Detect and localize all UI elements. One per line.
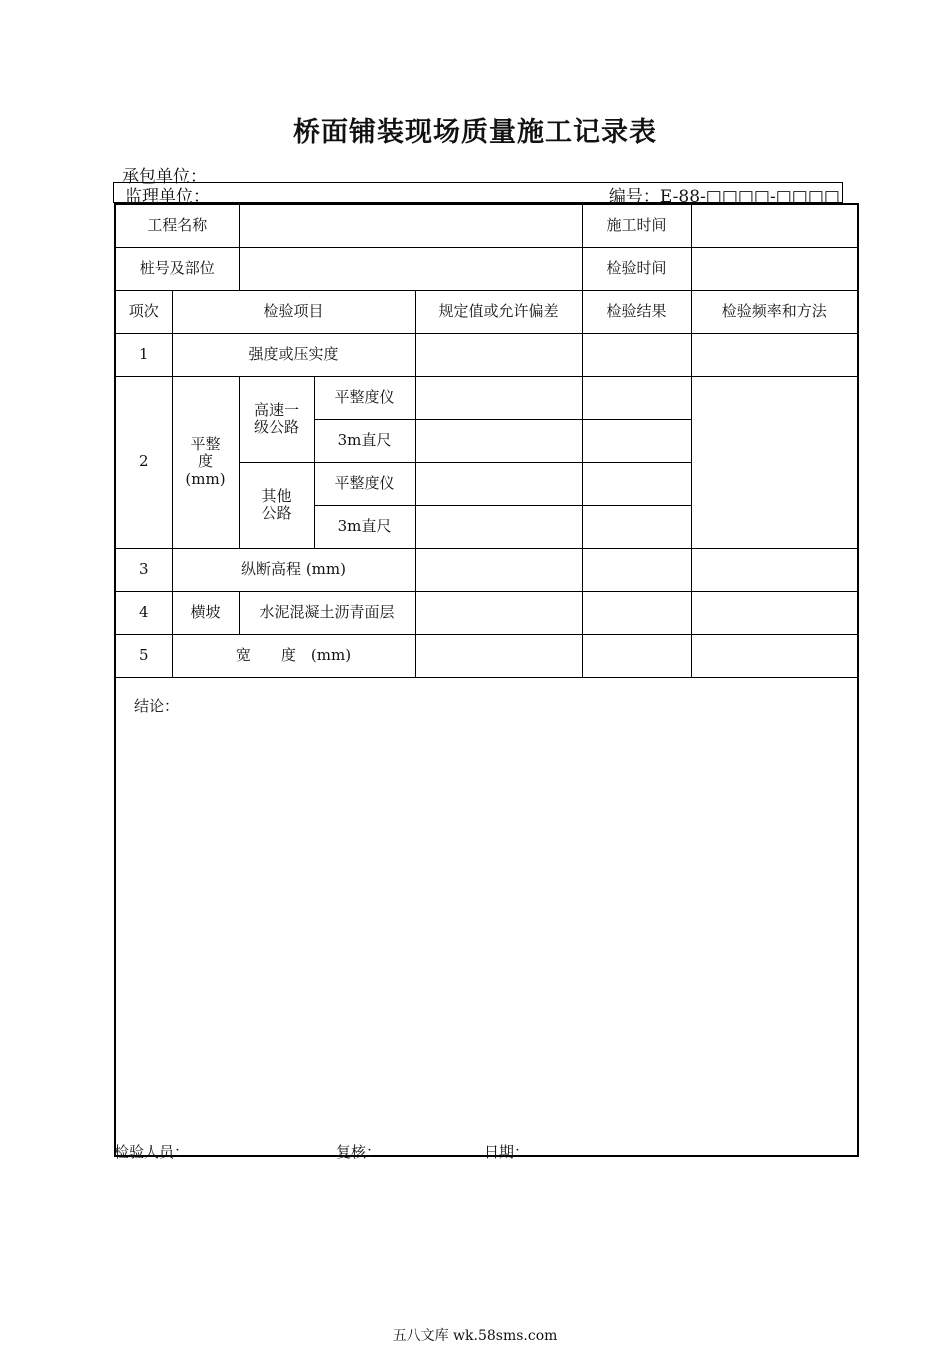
- row-2c-specified-value[interactable]: [415, 462, 582, 505]
- conclusion-area[interactable]: [115, 677, 858, 1156]
- row-4-result[interactable]: [582, 591, 691, 634]
- row-2c-result[interactable]: [582, 462, 691, 505]
- row-2-item-line2: 度: [198, 452, 214, 471]
- row-2-other-profilometer: 平整度仪: [314, 462, 415, 505]
- construction-time-label: 施工时间: [582, 204, 691, 247]
- row-3-method[interactable]: [691, 548, 858, 591]
- row-2-other-straightedge: 3m直尺: [314, 505, 415, 548]
- row-2-group-other: [239, 462, 314, 548]
- column-header-item-no: 项次: [115, 290, 172, 333]
- row-1-specified-value[interactable]: [415, 333, 582, 376]
- row-2b-specified-value[interactable]: [415, 419, 582, 462]
- inspection-time-label: 检验时间: [582, 247, 691, 290]
- row-5-result[interactable]: [582, 634, 691, 677]
- station-value[interactable]: [239, 247, 582, 290]
- form-number: 编号：E-88-□□□□-□□□□: [608, 187, 840, 207]
- row-4-number: 4: [115, 591, 172, 634]
- row-2d-result[interactable]: [582, 505, 691, 548]
- row-5-item: 宽 度 (mm): [172, 634, 415, 677]
- column-header-inspection-item: 检验项目: [172, 290, 415, 333]
- inspector-label: 检验人员：: [114, 1143, 190, 1161]
- supervisor-bar: [113, 182, 843, 207]
- row-2-highway-straightedge: 3m直尺: [314, 419, 415, 462]
- column-header-specified-value: 规定值或允许偏差: [415, 290, 582, 333]
- row-2-item: [172, 376, 239, 548]
- row-2-highway-profilometer: 平整度仪: [314, 376, 415, 419]
- row-5-specified-value[interactable]: [415, 634, 582, 677]
- column-header-frequency-method: 检验频率和方法: [691, 290, 858, 333]
- row-3-specified-value[interactable]: [415, 548, 582, 591]
- page-title: 桥面铺装现场质量施工记录表: [293, 117, 657, 148]
- row-2d-specified-value[interactable]: [415, 505, 582, 548]
- record-table: [114, 203, 859, 1157]
- row-3-result[interactable]: [582, 548, 691, 591]
- row-2-group-other-line1: 其他: [261, 486, 292, 505]
- row-1-number: 1: [115, 333, 172, 376]
- row-3-item: 纵断高程 (mm): [172, 548, 415, 591]
- row-1-result[interactable]: [582, 333, 691, 376]
- project-name-value[interactable]: [239, 204, 582, 247]
- row-2-item-line1: 平整: [190, 435, 221, 454]
- row-2a-specified-value[interactable]: [415, 376, 582, 419]
- watermark-text: 五八文库 wk.58sms.com: [392, 1328, 558, 1344]
- construction-time-value[interactable]: [691, 204, 858, 247]
- row-2-number: 2: [115, 376, 172, 548]
- row-1-method[interactable]: [691, 333, 858, 376]
- row-2-group-highway-line2: 级公路: [254, 418, 300, 436]
- row-2b-result[interactable]: [582, 419, 691, 462]
- inspection-time-value[interactable]: [691, 247, 858, 290]
- row-2-group-highway-line1: 高速一: [254, 400, 300, 419]
- conclusion-label: 结论：: [134, 696, 180, 715]
- review-label: 复核：: [336, 1143, 382, 1161]
- row-3-number: 3: [115, 548, 172, 591]
- project-name-label: 工程名称: [115, 204, 239, 247]
- row-4-sub-item: 水泥混凝土沥青面层: [239, 591, 415, 634]
- supervisor-label: 监理单位：: [125, 187, 210, 207]
- row-5-number: 5: [115, 634, 172, 677]
- column-header-inspection-result: 检验结果: [582, 290, 691, 333]
- contractor-label: 承包单位：: [122, 167, 207, 187]
- row-4-item: 横坡: [172, 591, 239, 634]
- row-2-item-line3: (mm): [185, 469, 226, 488]
- date-label: 日期：: [484, 1143, 530, 1161]
- row-2-method[interactable]: [691, 376, 858, 548]
- row-4-specified-value[interactable]: [415, 591, 582, 634]
- row-1-item: 强度或压实度: [172, 333, 415, 376]
- station-label: 桩号及部位: [115, 247, 239, 290]
- row-2a-result[interactable]: [582, 376, 691, 419]
- row-5-method[interactable]: [691, 634, 858, 677]
- row-4-method[interactable]: [691, 591, 858, 634]
- row-2-group-other-line2: 公路: [261, 504, 292, 522]
- row-2-group-highway: [239, 376, 314, 462]
